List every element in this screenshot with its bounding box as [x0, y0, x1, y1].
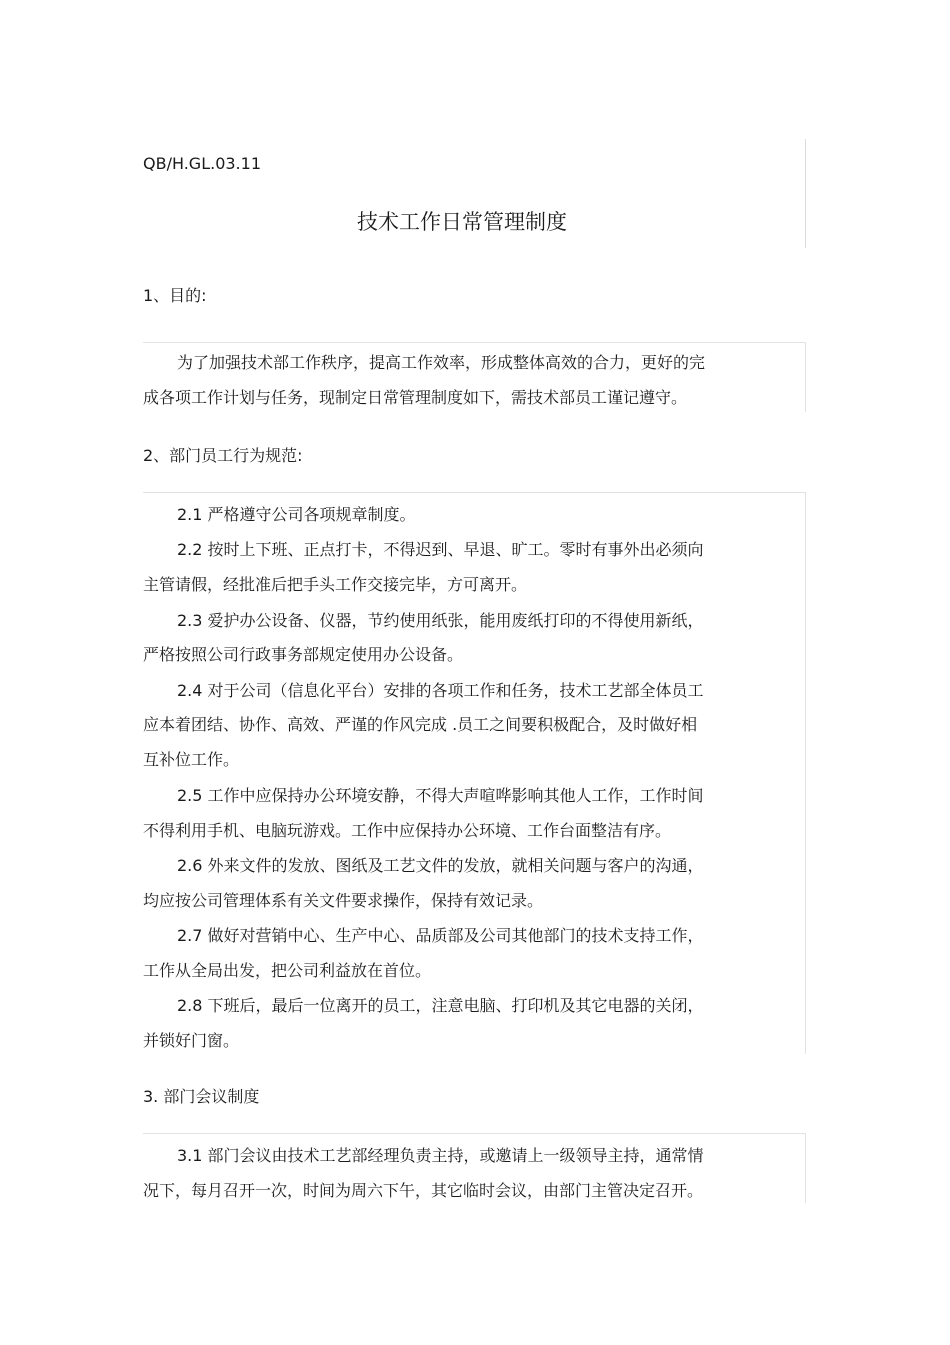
rule-2-8-line: 2.8 下班后，最后一位离开的员工，注意电脑、打印机及其它电器的关闭， [177, 996, 704, 1015]
rule-2-2-line: 2.2 按时上下班、正点打卡，不得迟到、早退、旷工。零时有事外出必须向 [177, 540, 704, 559]
rule-2-2-line: 主管请假，经批准后把手头工作交接完毕，方可离开。 [143, 575, 528, 594]
rule-2-5-line: 2.5 工作中应保持办公环境安静，不得大声喧哗影响其他人工作，工作时间 [177, 786, 704, 805]
paragraph-line: 为了加强技术部工作秩序，提高工作效率，形成整体高效的合力，更好的完 [177, 353, 706, 372]
rule-2-6-line: 2.6 外来文件的发放、图纸及工艺文件的发放，就相关问题与客户的沟通， [177, 856, 704, 875]
rule-2-3-line: 2.3 爱护办公设备、仪器，节约使用纸张，能用废纸打印的不得使用新纸， [177, 611, 704, 630]
rule-3-1-line: 3.1 部门会议由技术工艺部经理负责主持，或邀请上一级领导主持，通常情 [177, 1146, 704, 1165]
rule-2-4-line: 互补位工作。 [143, 750, 240, 769]
rule-2-4-line: 2.4 对于公司（信息化平台）安排的各项工作和任务，技术工艺部全体员工 [177, 681, 704, 700]
rule-2-4-line: 应本着团结、协作、高效、严谨的作风完成 .员工之间要积极配合，及时做好相 [143, 715, 698, 734]
section-heading-norms: 2、部门员工行为规范: [143, 446, 303, 465]
section-body-norms [143, 492, 806, 1054]
rule-2-1-line: 2.1 严格遵守公司各项规章制度。 [177, 505, 416, 524]
rule-2-7-line: 2.7 做好对营销中心、生产中心、品质部及公司其他部门的技术支持工作， [177, 926, 704, 945]
document-title: 技术工作日常管理制度 [357, 210, 567, 234]
rule-2-7-line: 工作从全局出发，把公司利益放在首位。 [143, 961, 432, 980]
document-code: QB/H.GL.03.11 [143, 154, 261, 173]
section-body-purpose [143, 342, 806, 412]
paragraph-line: 成各项工作计划与任务，现制定日常管理制度如下，需技术部员工谨记遵守。 [143, 388, 688, 407]
section-body-meetings [143, 1133, 806, 1203]
rule-2-5-line: 不得利用手机、电脑玩游戏。工作中应保持办公环境、工作台面整洁有序。 [143, 821, 672, 840]
rule-2-6-line: 均应按公司管理体系有关文件要求操作，保持有效记录。 [143, 891, 544, 910]
rule-3-1-line: 况下，每月召开一次，时间为周六下午，其它临时会议，由部门主管决定召开。 [143, 1181, 704, 1200]
rule-2-3-line: 严格按照公司行政事务部规定使用办公设备。 [143, 645, 464, 664]
section-heading-meetings: 3. 部门会议制度 [143, 1087, 260, 1106]
section-heading-purpose: 1、目的: [143, 286, 207, 305]
rule-2-8-line: 并锁好门窗。 [143, 1031, 240, 1050]
